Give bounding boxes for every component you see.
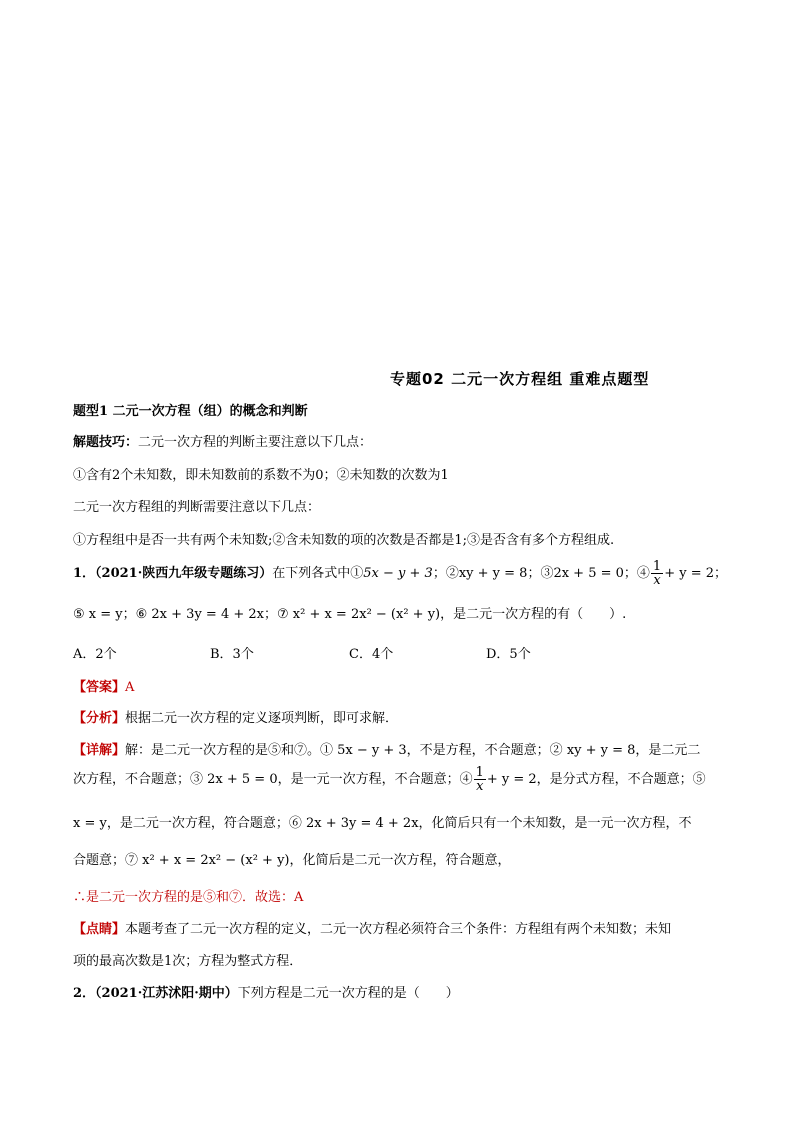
q1-source: 1．（2021·陕西九年级专题练习） (73, 566, 273, 581)
choice-b[interactable]: B．3个 (210, 647, 254, 662)
choice-d[interactable]: D．5个 (486, 647, 531, 662)
answer-value: A (125, 680, 135, 695)
detail-text-2a: 次方程，不合题意；③ 2x + 5 = 0，是一元一次方程，不合题意；④ (73, 772, 473, 787)
detail-text-1: 解：是二元一次方程的是⑤和⑦。① 5x − y + 3，不是方程，不合题意；② xy + y = 8，是二元二 (125, 743, 701, 758)
detail-line-3: x = y，是二元一次方程，符合题意；⑥ 2x + 3y = 4 + 2x，化简后只有一个未知数，是一元一次方程，不 (73, 816, 692, 831)
q1-stem-b: ，是二元一次方程的有（ ）. (440, 607, 627, 622)
choice-c[interactable]: C．4个 (349, 647, 394, 662)
q1-stem-a: 在下列各式中① (272, 566, 364, 581)
detail-text-2b: + y = 2，是分式方程，不合题意；⑤ (486, 772, 706, 787)
q1-line-1 (73, 559, 727, 589)
detail-label: 【详解】 (73, 743, 126, 758)
analysis-text: 根据二元一次方程的定义逐项判断，即可求解． (125, 711, 399, 726)
q1-frac-num: 1 (652, 559, 662, 574)
tip-line-1 (73, 431, 372, 450)
section-heading: 题型1 二元一次方程（组）的概念和判断 (73, 404, 308, 419)
q2-source: 2．（2021·江苏沭阳·期中） (73, 986, 238, 1001)
comment-text-1: 本题考查了二元一次方程的定义，二元一次方程必须符合三个条件：方程组有两个未知数；未知 (125, 922, 672, 937)
q1-frac-den: x (653, 573, 661, 588)
choice-a[interactable]: A．2个 (73, 647, 117, 662)
tip-line-2: ①含有2个未知数，即未知数前的系数不为0；②未知数的次数为1 (73, 468, 449, 483)
q1-line-2 (73, 603, 626, 622)
q2-stem: 下列方程是二元一次方程的是（ ） (237, 986, 459, 1001)
tip-line-4: ①方程组中是否一共有两个未知数;②含未知数的项的次数是否都是1;③是否含有多个方程组成. (73, 533, 615, 548)
answer-line (73, 676, 134, 695)
q1-expr-4-pre: ；④ (623, 566, 650, 581)
detail-frac-num: 1 (475, 765, 484, 780)
tip-text-1: 二元一次方程的判断主要注意以下几点： (138, 435, 373, 450)
analysis-line (73, 707, 398, 726)
q1-expr-3: ；③2x + 5 = 0 (527, 566, 624, 581)
document-title: 专题02 二元一次方程组 重难点题型 (390, 370, 650, 388)
q2-line (73, 982, 459, 1001)
comment-label: 【点睛】 (73, 922, 126, 937)
q1-choices (73, 643, 673, 663)
q1-expr-4-post: + y = 2； (664, 566, 728, 581)
q1-expr-7: ；⑦ x² + x = 2x² − (x² + y) (263, 607, 441, 622)
q1-fraction (651, 560, 663, 587)
comment-line-1 (73, 918, 671, 937)
q1-expr-1: 5x − y + 3 (363, 566, 433, 581)
detail-line-4: 合题意；⑦ x² + x = 2x² − (x² + y)，化简后是二元一次方程，符合题意， (73, 853, 511, 868)
answer-label: 【答案】 (73, 680, 126, 695)
q1-expr-6: ；⑥ 2x + 3y = 4 + 2x (122, 607, 264, 622)
detail-fraction (474, 766, 486, 793)
q1-expr-5: ⑤ x = y (73, 607, 123, 622)
detail-line-1 (73, 739, 700, 758)
tip-label: 解题技巧： (73, 435, 139, 450)
detail-frac-den: x (476, 779, 484, 794)
detail-line-2 (73, 765, 706, 795)
analysis-label: 【分析】 (73, 711, 126, 726)
conclusion-line: ∴是二元一次方程的是⑤和⑦．故选：A (73, 890, 304, 905)
q1-expr-2: ；②xy + y = 8 (432, 566, 528, 581)
tip-line-3: 二元一次方程组的判断需要注意以下几点： (73, 500, 321, 515)
comment-line-2: 项的最高次数是1次；方程为整式方程． (73, 954, 303, 969)
